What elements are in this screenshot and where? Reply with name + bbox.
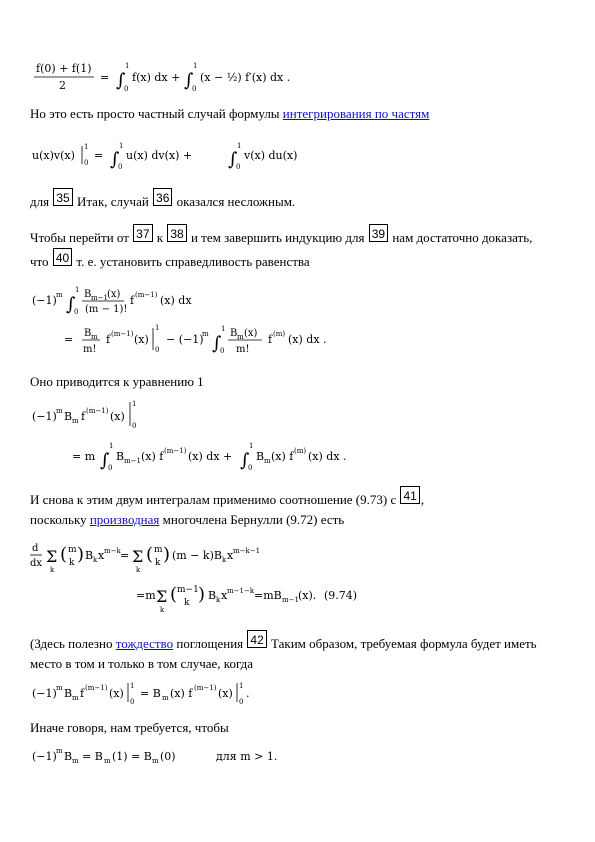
svg-text:(m − k)B: (m − k)B (172, 549, 222, 562)
svg-text:1: 1 (84, 143, 89, 151)
svg-text:1: 1 (132, 400, 137, 408)
svg-text:u(x) dv(x) +: u(x) dv(x) + (126, 149, 193, 162)
equation-ref-41[interactable]: 41 (400, 486, 419, 504)
svg-text:1: 1 (249, 442, 254, 450)
svg-text:B: B (116, 450, 125, 463)
svg-text:B: B (84, 289, 92, 300)
svg-text:= B: = B (140, 687, 161, 700)
svg-text:(−1): (−1) (32, 687, 57, 700)
svg-text:1: 1 (193, 62, 198, 70)
svg-text:1: 1 (119, 142, 124, 150)
svg-text:∫: ∫ (66, 294, 76, 315)
svg-text:(m−1): (m−1) (86, 407, 109, 415)
svg-text:− (−1): − (−1) (166, 333, 204, 346)
svg-text:=: = (100, 71, 110, 84)
svg-text:x: x (221, 589, 228, 602)
svg-text:(m−1): (m−1) (111, 330, 134, 338)
paragraph-5-text-b: , (420, 492, 425, 507)
svg-text:0: 0 (130, 698, 135, 706)
svg-text:(m−1): (m−1) (85, 684, 108, 692)
svg-text:m: m (104, 757, 111, 765)
svg-text:k: k (216, 596, 221, 604)
equation-tag: (9.74) (324, 589, 358, 602)
svg-text:(x − ½) f′(x) dx .: (x − ½) f′(x) dx . (200, 71, 291, 84)
svg-text:B: B (208, 589, 217, 602)
svg-text:f: f (81, 410, 86, 423)
formula-2-svg (28, 140, 298, 174)
equation-ref-39[interactable]: 39 (369, 224, 388, 242)
svg-text:=mB: =mB (254, 589, 282, 602)
svg-text:(x) dx .: (x) dx . (308, 450, 347, 463)
svg-text:∫: ∫ (228, 149, 238, 170)
svg-text:k: k (69, 558, 75, 568)
svg-text:.: . (246, 687, 250, 700)
svg-text:0: 0 (192, 85, 197, 93)
svg-text:B: B (85, 549, 94, 562)
svg-text:f: f (106, 333, 111, 346)
svg-text:(x) f: (x) f (271, 450, 294, 463)
svg-text:=m: =m (136, 589, 156, 602)
svg-text:(x) dx +: (x) dx + (188, 450, 233, 463)
svg-text:=: = (94, 149, 104, 162)
svg-text:0: 0 (118, 163, 123, 171)
paragraph-5b-text-b: многочлена Бернулли (9.72) есть (159, 512, 345, 527)
svg-text:0: 0 (108, 464, 113, 472)
svg-text:m: m (264, 457, 271, 465)
equation-ref-37[interactable]: 37 (133, 224, 152, 242)
svg-text:m−1: m−1 (91, 294, 108, 302)
formula-4 (28, 398, 348, 474)
svg-text:m: m (68, 545, 77, 555)
svg-text:B: B (230, 328, 238, 339)
svg-text:m−k: m−k (104, 547, 121, 555)
paragraph-3-text-d: нам достаточно доказать, (389, 230, 533, 245)
svg-text:(x): (x) (107, 289, 121, 300)
svg-text:m: m (202, 330, 209, 338)
equation-ref-36[interactable]: 36 (153, 188, 172, 206)
link-derivative[interactable]: производная (89, 512, 160, 527)
svg-text:m!: m! (236, 344, 250, 355)
svg-text:(−1): (−1) (32, 410, 57, 423)
link-identity[interactable]: тождество (115, 636, 174, 651)
svg-text:0: 0 (84, 159, 89, 167)
formula-7-svg (28, 744, 328, 770)
paragraph-4: Оно приводится к уравнению 1 (30, 374, 204, 389)
svg-text:0: 0 (220, 347, 225, 355)
svg-text:(x): (x) (109, 687, 124, 700)
svg-text:): ) (198, 584, 206, 605)
svg-text:∫: ∫ (100, 450, 110, 471)
formula-5 (28, 538, 398, 618)
svg-text:m: m (72, 694, 79, 702)
svg-text:(x): (x) (244, 328, 258, 339)
paragraph-5 (30, 490, 424, 508)
svg-text:k: k (93, 556, 98, 564)
paragraph-1 (30, 106, 429, 122)
svg-text:= m: = m (72, 450, 96, 463)
svg-text:(−1): (−1) (32, 750, 57, 763)
formula-6-svg (28, 680, 308, 708)
paragraph-6-text-a: (Здесь полезно (30, 636, 116, 651)
svg-text:0: 0 (236, 163, 241, 171)
svg-text:0: 0 (239, 698, 244, 706)
svg-text:k: k (160, 606, 165, 614)
svg-text:(−1): (−1) (32, 294, 57, 307)
svg-text:): ) (163, 544, 171, 565)
svg-text:k: k (155, 558, 161, 568)
svg-text:f(0) + f(1): f(0) + f(1) (36, 62, 92, 75)
svg-text:B: B (64, 687, 73, 700)
svg-text:m−1: m−1 (282, 596, 299, 604)
svg-text:∫: ∫ (212, 333, 222, 354)
paragraph-3-text-a: Чтобы перейти от (30, 230, 133, 245)
svg-text:m−1: m−1 (177, 585, 199, 595)
equation-ref-40[interactable]: 40 (53, 248, 72, 266)
svg-text:m: m (56, 684, 63, 692)
svg-text:0: 0 (74, 308, 79, 316)
svg-text:dx: dx (30, 558, 43, 569)
svg-text:∫: ∫ (184, 70, 194, 91)
svg-text:0: 0 (248, 464, 253, 472)
svg-text:(x): (x) (110, 410, 125, 423)
svg-text:(x): (x) (134, 333, 149, 346)
svg-text:1: 1 (130, 682, 135, 690)
paragraph-5-text-a: И снова к этим двум интегралам применимо соотношение (9.73) с (30, 492, 400, 507)
paragraph-3b-text-a: что (30, 254, 52, 269)
equation-ref-35[interactable]: 35 (53, 188, 72, 206)
paragraph-2-text-b: Итак, случай (73, 194, 153, 209)
svg-text:(1) = B: (1) = B (112, 750, 152, 763)
svg-text:B: B (64, 750, 73, 763)
paragraph-3b-text-b: т. е. установить справедливость равенства (73, 254, 310, 269)
svg-text:1: 1 (155, 324, 160, 332)
paragraph-2-text-c: оказался несложным. (173, 194, 296, 209)
svg-text:m: m (56, 407, 63, 415)
svg-text:∫: ∫ (110, 149, 120, 170)
svg-text:=: = (120, 549, 130, 562)
formula-3 (28, 282, 338, 362)
svg-text:k: k (50, 566, 55, 574)
svg-text:f(x) dx +: f(x) dx + (132, 71, 181, 84)
svg-text:(: ( (170, 584, 178, 605)
svg-text:(x) f: (x) f (141, 450, 164, 463)
svg-text:m−1: m−1 (124, 457, 141, 465)
svg-text:m!: m! (83, 344, 97, 355)
svg-text:k: k (136, 566, 141, 574)
svg-text:f: f (130, 294, 135, 307)
svg-text:(m−1): (m−1) (194, 684, 217, 692)
svg-text:f: f (268, 333, 273, 346)
equation-ref-42[interactable]: 42 (247, 630, 266, 648)
paragraph-3 (30, 228, 532, 246)
svg-text:(m−1): (m−1) (164, 447, 187, 455)
svg-text:1: 1 (75, 286, 80, 294)
svg-text:v(x) du(x): v(x) du(x) (244, 149, 298, 162)
svg-text:1: 1 (237, 142, 242, 150)
paragraph-3-text-c: и тем завершить индукцию для (187, 230, 368, 245)
svg-text:0: 0 (132, 422, 137, 430)
paragraph-6-text-c: Таким образом, требуемая формула будет иметь (267, 636, 537, 651)
svg-text:= B: = B (82, 750, 103, 763)
svg-text:(: ( (60, 544, 68, 565)
paragraph-3-text-b: к (153, 230, 167, 245)
formula-5-svg (28, 538, 398, 618)
svg-text:B: B (64, 410, 73, 423)
svg-text:d: d (32, 543, 39, 554)
svg-text:m−1−k: m−1−k (227, 587, 255, 595)
paragraph-6 (30, 634, 537, 652)
paragraph-7: Иначе говоря, нам требуется, чтобы (30, 720, 229, 735)
svg-text:0: 0 (155, 346, 160, 354)
svg-text:(x) dx .: (x) dx . (288, 333, 327, 346)
svg-text:k: k (184, 598, 190, 608)
formula-4-svg (28, 398, 348, 474)
svg-text:m: m (56, 291, 63, 299)
formula-6 (28, 680, 308, 708)
svg-text:Σ: Σ (46, 547, 58, 566)
svg-text:Σ: Σ (132, 547, 144, 566)
svg-text:m: m (91, 333, 98, 341)
svg-text:(: ( (146, 544, 154, 565)
svg-text:B: B (84, 328, 92, 339)
svg-text:1: 1 (109, 442, 114, 450)
formula-1-svg (28, 58, 298, 98)
svg-text:∫: ∫ (240, 450, 250, 471)
equation-ref-38[interactable]: 38 (167, 224, 186, 242)
paragraph-5b (30, 512, 344, 528)
paragraph-2 (30, 192, 295, 210)
svg-text:(m): (m) (273, 330, 286, 338)
svg-text:): ) (77, 544, 85, 565)
paragraph-2-text-a: для (30, 194, 53, 209)
svg-text:f: f (80, 687, 85, 700)
svg-text:m: m (72, 757, 79, 765)
condition-text: для m > 1. (216, 750, 278, 763)
svg-text:1: 1 (239, 682, 244, 690)
svg-text:(m): (m) (294, 447, 307, 455)
formula-3-svg (28, 282, 338, 362)
link-integration-by-parts[interactable]: интегрирования по частям (282, 106, 430, 121)
paragraph-1-text: Но это есть просто частный случай формулы (30, 106, 283, 121)
formula-7 (28, 744, 328, 770)
svg-text:1: 1 (221, 325, 226, 333)
svg-text:k: k (222, 556, 227, 564)
svg-text:1: 1 (125, 62, 130, 70)
paragraph-6b: место в том и только в том случае, когда (30, 656, 254, 671)
svg-text:m: m (72, 417, 79, 425)
svg-text:B: B (256, 450, 265, 463)
svg-text:x: x (227, 549, 234, 562)
svg-text:Σ: Σ (156, 587, 168, 606)
svg-text:m: m (162, 694, 169, 702)
svg-text:(m−1): (m−1) (135, 291, 158, 299)
paragraph-5b-text-a: поскольку (30, 512, 90, 527)
svg-text:u(x)v(x): u(x)v(x) (32, 149, 75, 162)
svg-text:2: 2 (59, 79, 66, 92)
svg-text:(0): (0) (160, 750, 176, 763)
svg-text:(x): (x) (218, 687, 233, 700)
paragraph-3b (30, 252, 310, 270)
formula-2 (28, 140, 298, 174)
svg-text:m: m (56, 747, 63, 755)
svg-text:m: m (237, 333, 244, 341)
svg-text:0: 0 (124, 85, 129, 93)
formula-1 (28, 58, 298, 98)
svg-text:(x) dx: (x) dx (160, 294, 192, 307)
paragraph-6-text-b: поглощения (173, 636, 247, 651)
svg-text:m−k−1: m−k−1 (233, 547, 261, 555)
svg-text:m: m (152, 757, 159, 765)
svg-text:m: m (154, 545, 163, 555)
svg-text:∫: ∫ (116, 70, 126, 91)
svg-text:(x) f: (x) f (170, 687, 193, 700)
svg-text:(m − 1)!: (m − 1)! (85, 304, 128, 315)
svg-text:=: = (64, 333, 74, 346)
svg-text:x: x (98, 549, 105, 562)
svg-text:(x).: (x). (298, 589, 317, 602)
